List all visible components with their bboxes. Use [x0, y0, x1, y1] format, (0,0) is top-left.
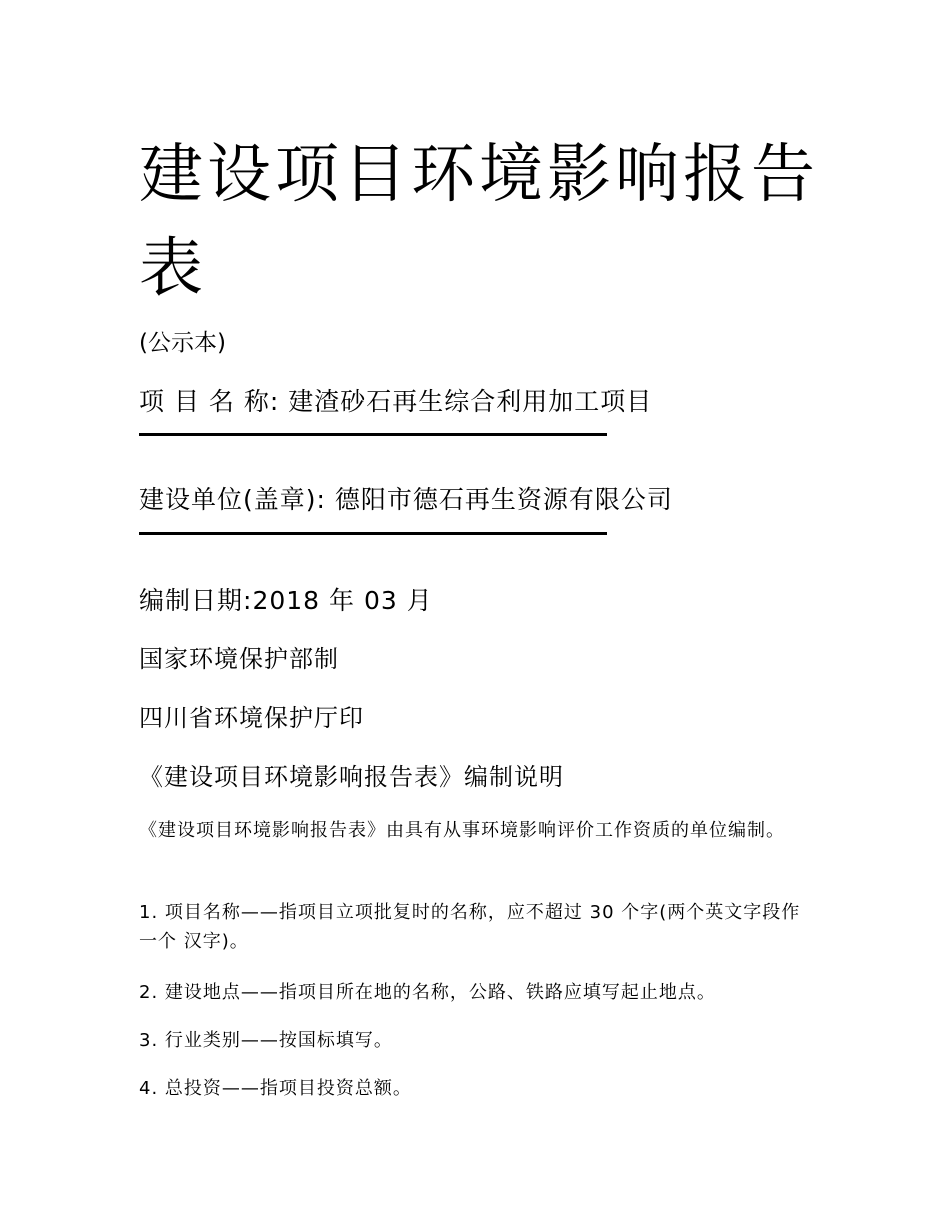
project-name-value: 建渣砂石再生综合利用加工项目 — [288, 387, 653, 416]
builder-value: 德阳市德石再生资源有限公司 — [334, 485, 673, 514]
issuer-provincial: 四川省环境保护厅印 — [139, 704, 364, 732]
public-version-label: (公示本) — [139, 330, 226, 356]
notes-item: 4. 总投资——指项目投资总额。 — [139, 1078, 412, 1099]
compile-date-value: 2018 年 03 月 — [252, 586, 433, 615]
project-name-field — [139, 383, 652, 421]
compile-date-field — [139, 582, 433, 620]
builder-label: 建设单位(盖章): — [139, 485, 326, 514]
document-title: 建设项目环境影响报告表 — [139, 138, 819, 306]
builder-underline — [139, 532, 607, 535]
builder-field — [139, 481, 673, 519]
notes-heading: 《建设项目环境影响报告表》编制说明 — [139, 763, 564, 791]
notes-item: 3. 行业类别——按国标填写。 — [139, 1030, 393, 1051]
notes-intro: 《建设项目环境影响报告表》由具有从事环境影响评价工作资质的单位编制。 — [139, 820, 785, 841]
notes-item: 1. 项目名称——指项目立项批复时的名称，应不超过 30 个字(两个英文字段作一个 汉字)。 — [139, 902, 801, 952]
issuer-national: 国家环境保护部制 — [139, 645, 339, 673]
notes-item: 2. 建设地点——指项目所在地的名称，公路、铁路应填写起止地点。 — [139, 982, 716, 1003]
project-name-label: 项 目 名 称: — [139, 387, 280, 416]
compile-date-label: 编制日期: — [139, 586, 253, 615]
project-name-underline — [139, 433, 607, 436]
